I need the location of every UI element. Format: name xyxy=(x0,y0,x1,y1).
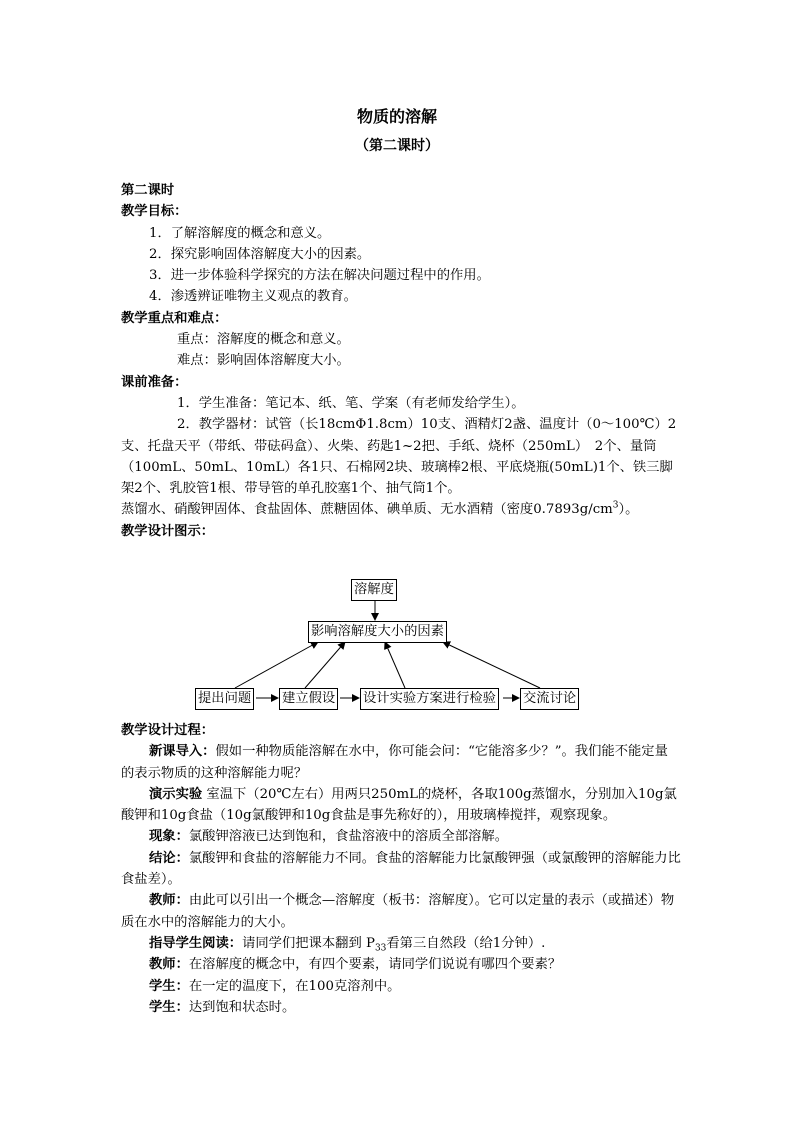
process-paragraph xyxy=(121,826,681,847)
goal-item: 4．渗透辨证唯物主义观点的教育。 xyxy=(149,289,357,305)
prep-item-1: 1．学生准备：笔记本、纸、笔、学案（有老师发给学生）。 xyxy=(177,395,525,411)
prep-item-3 xyxy=(121,499,681,520)
phi-symbol: Φ xyxy=(355,417,367,433)
period-heading: 第二课时 xyxy=(121,183,175,198)
doc-title: 物质的溶解 xyxy=(356,107,437,126)
prep-heading: 课前准备： xyxy=(121,374,188,390)
diagram-box-step: 提出问题 xyxy=(195,688,254,710)
subscript: 33 xyxy=(374,943,387,954)
diagram-box-step: 建立假设 xyxy=(279,688,338,710)
para-text: 氯酸钾溶液已达到饱和，食盐溶液中的溶质全部溶解。 xyxy=(188,829,509,845)
diagram-box-factors: 影响溶解度大小的因素 xyxy=(308,621,447,643)
goals-heading: 教学目标： xyxy=(121,204,188,220)
process-paragraph xyxy=(121,784,681,827)
key-point: 重点：溶解度的概念和意义。 xyxy=(177,332,350,348)
arrow-step1-to-middle xyxy=(235,642,318,688)
para-label: 学生： xyxy=(149,978,189,994)
section-objectives xyxy=(121,180,681,542)
para-text: 请同学们把课本翻到 P xyxy=(242,935,375,951)
process-paragraph xyxy=(121,741,681,784)
para-text: 在溶解度的概念中，有四个要素，请同学们说说有哪四个要素？ xyxy=(188,957,562,973)
para-label: 结论： xyxy=(149,850,189,866)
goal-item: 3．进一步体验科学探究的方法在解决问题过程中的作用。 xyxy=(149,268,490,284)
diagram-box-step: 设计实验方案进行检验 xyxy=(360,688,499,710)
para-label: 演示实验 xyxy=(149,786,203,802)
diagram-box-solubility: 溶解度 xyxy=(351,579,397,601)
para-text: 假如一种物质能溶解在水中，你可能会问：“它能溶多少？”。我们能不能定量的表示物质的这种溶解能力呢？ xyxy=(121,744,668,781)
diagram-heading: 教学设计图示： xyxy=(121,523,215,539)
process-paragraph xyxy=(121,848,681,891)
section-process xyxy=(121,720,681,1018)
para-text: 室温下（20℃左右）用两只250mL的烧杯，各取100g蒸馏水，分别加入10g氯酸钾和10g食盐（10g氯酸钾和10g食盐是事先称好的），用玻璃棒搅拌，观察现象。 xyxy=(121,786,677,824)
diagram-box-step: 交流讨论 xyxy=(520,688,579,710)
doc-subtitle: （第二课时） xyxy=(355,138,439,154)
process-paragraph xyxy=(121,954,681,975)
process-paragraph xyxy=(121,976,681,997)
para-label: 现象： xyxy=(149,829,189,845)
prep-item-2 xyxy=(121,414,681,499)
para-label: 新课导入： xyxy=(149,744,216,760)
para-label: 教师： xyxy=(149,957,189,973)
superscript: 3 xyxy=(612,501,619,512)
process-paragraph xyxy=(121,890,681,933)
para-label: 指导学生阅读： xyxy=(149,935,243,951)
design-diagram xyxy=(0,560,794,720)
goal-item: 1．了解溶解度的概念和意义。 xyxy=(149,225,331,241)
prep-item-3-text: 蒸馏水、硝酸钾固体、食盐固体、蔗糖固体、碘单质、无水酒精（密度0.7893g/cm xyxy=(121,502,613,518)
arrow-step4-to-middle xyxy=(443,642,540,688)
prep-item-2-rest: 1.8cm）10支、酒精灯2盏、温度计（0～100℃）2支、托盘天平（带纸、带砝码盒）、火柴、药匙1~2把、手纸、烧杯（250mL） 2个、量筒（100mL、50mL、10mL）各1只、石棉网2块、玻璃棒2根、平底烧瓶(50mL)1个、铁三脚架2个、乳胶管1根、带导管的单孔胶塞1个、抽气筒1个。 xyxy=(121,417,677,497)
prep-item-2-first: 2．教学器材：试管（长18cm xyxy=(177,417,356,433)
para-text: 达到饱和状态时。 xyxy=(188,999,296,1015)
difficulty-point: 难点：影响固体溶解度大小。 xyxy=(177,353,350,369)
para-label: 教师： xyxy=(149,893,189,909)
process-paragraph xyxy=(121,997,681,1018)
process-paragraph xyxy=(121,933,681,954)
process-heading: 教学设计过程： xyxy=(121,723,215,738)
para-text: 由此可以引出一个概念—溶解度（板书：溶解度）。它可以定量的表示（或描述）物质在水中的溶解能力的大小。 xyxy=(121,893,675,930)
arrow-step3-to-middle xyxy=(385,642,405,688)
key-heading: 教学重点和难点： xyxy=(121,310,228,326)
para-text: 在一定的温度下，在100克溶剂中。 xyxy=(188,978,401,994)
arrow-step2-to-middle xyxy=(305,642,345,688)
para-text: 看第三自然段（给1分钟）. xyxy=(386,935,546,951)
goal-item: 2．探究影响固体溶解度大小的因素。 xyxy=(149,246,371,262)
para-label: 学生： xyxy=(149,999,189,1015)
prep-item-3-end: ）。 xyxy=(618,502,639,518)
para-text: 氯酸钾和食盐的溶解能力不同。食盐的溶解能力比氯酸钾强（或氯酸钾的溶解能力比食盐差）。 xyxy=(121,850,681,888)
